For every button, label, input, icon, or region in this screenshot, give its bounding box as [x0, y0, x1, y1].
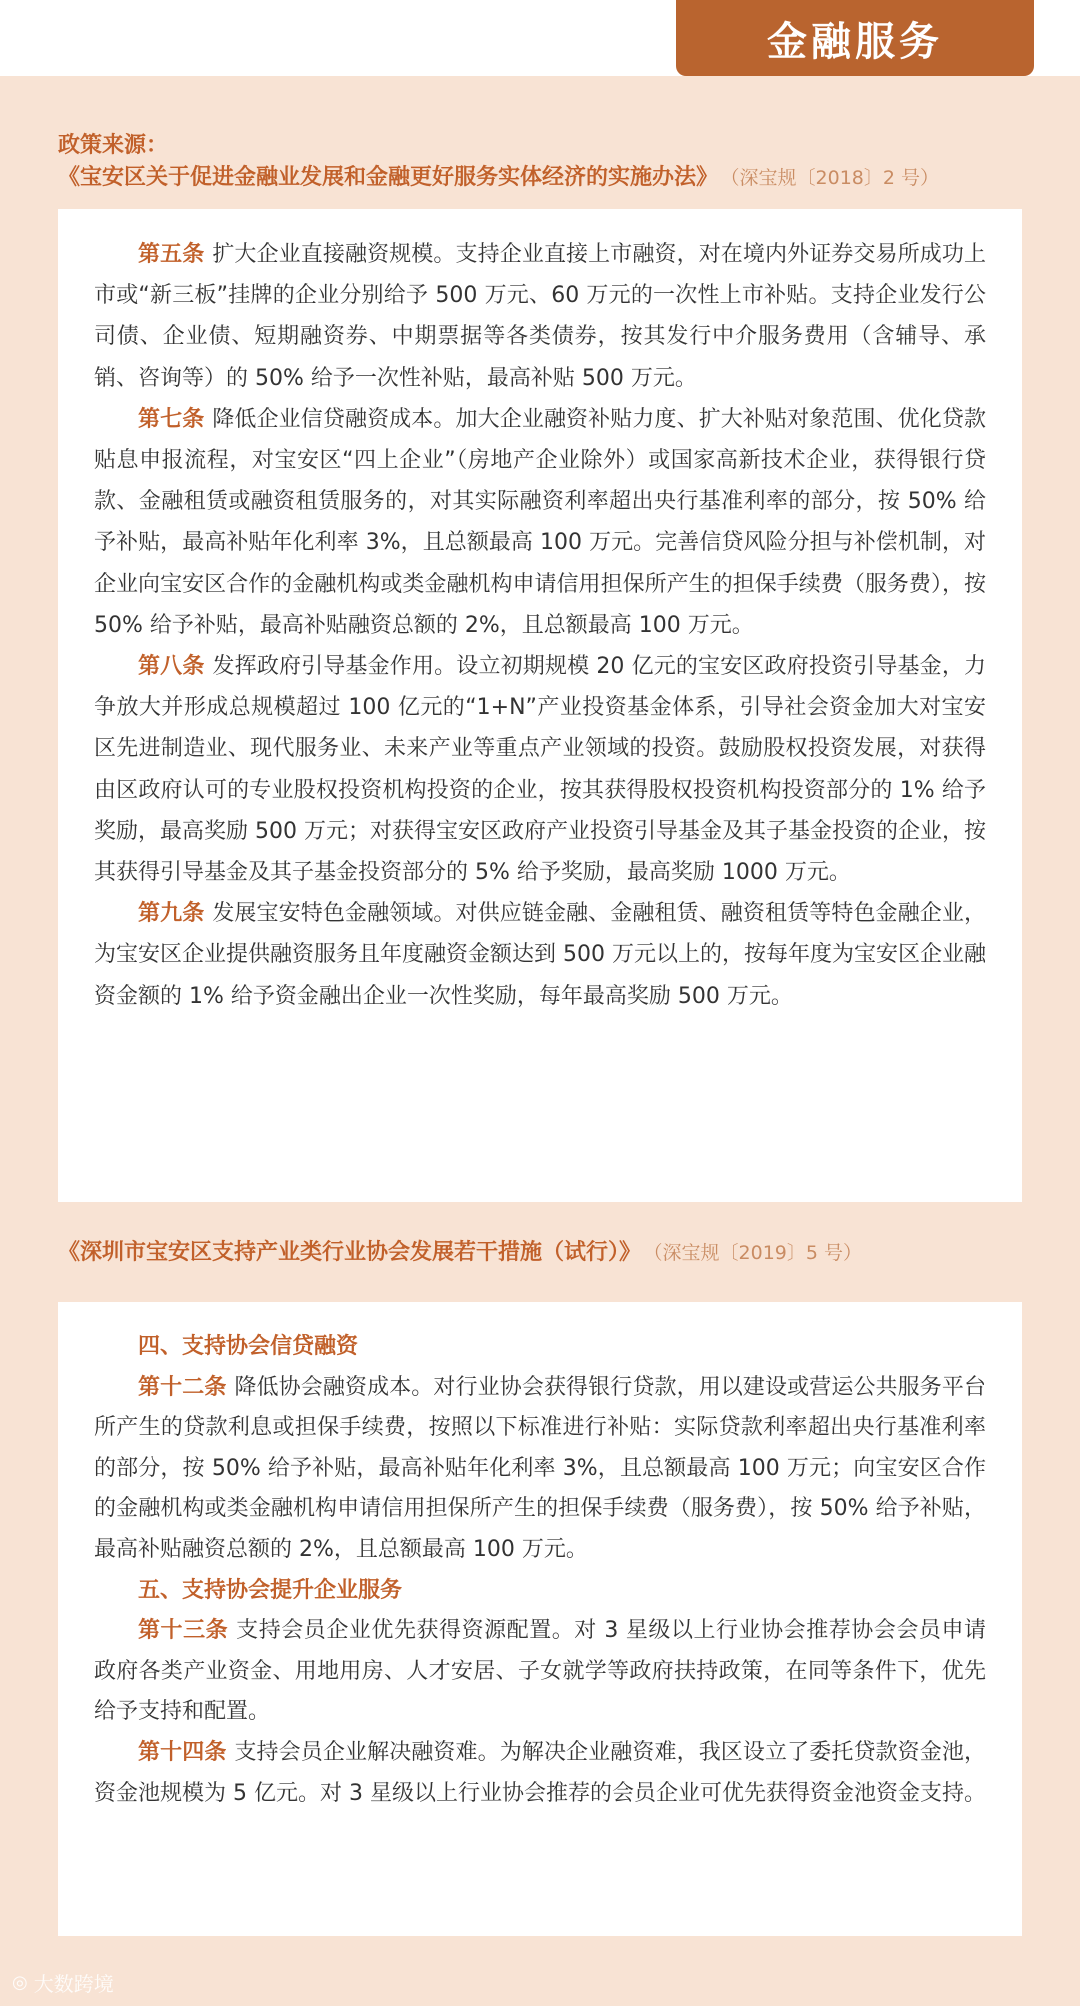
doc2-card	[58, 1302, 1022, 1936]
article-label: 第九条	[138, 901, 205, 927]
article-label: 第七条	[138, 406, 205, 432]
article-text: 支持会员企业解决融资难。为解决企业融资难，我区设立了委托贷款资金池，资金池规模为 5 亿元。对 3 星级以上行业协会推荐的会员企业可优先获得资金池资金支持。	[94, 1739, 986, 1806]
article-label: 第十三条	[138, 1618, 229, 1644]
policy-source-label: 政策来源：	[58, 133, 169, 158]
section-heading: 四、支持协会信贷融资	[138, 1334, 359, 1359]
article-label: 第五条	[138, 242, 205, 267]
article-label: 第八条	[138, 654, 205, 680]
kg-logo-icon: ◎	[12, 1972, 28, 1993]
article-paragraph	[94, 399, 986, 646]
article-text: 扩大企业直接融资规模。支持企业直接上市融资，对在境内外证券交易所成功上市或“新三板”挂牌的企业分别给予 500 万元、60 万元的一次性上市补贴。支持企业发行公司债、企业债、短期融资券、中期票据等各类债券，按其发行中介服务费用（含辅导、承销、咨询等）的 50% 给予一次性补贴，最高补贴 500 万元。	[94, 242, 986, 391]
section-tab-title: 金融服务	[676, 0, 1034, 76]
doc1-card	[58, 209, 1022, 1202]
watermark-text: 大数跨境	[33, 1972, 114, 1996]
article-paragraph	[94, 646, 986, 893]
doc1-title-row	[58, 160, 1058, 191]
doc1-title: 《宝安区关于促进金融业发展和金融更好服务实体经济的实施办法》	[58, 165, 719, 190]
article-text: 支持会员企业优先获得资源配置。对 3 星级以上行业协会推荐协会会员申请政府各类产业资金、用地用房、人才安居、子女就学等政府扶持政策，在同等条件下，优先给予支持和配置。	[94, 1618, 986, 1725]
article-paragraph	[94, 1611, 986, 1733]
article-text: 降低企业信贷融资成本。加大企业融资补贴力度、扩大补贴对象范围、优化贷款贴息申报流程，对宝安区“四上企业”（房地产企业除外）或国家高新技术企业，获得银行贷款、金融租赁或融资租赁服务的，对其实际融资利率超出央行基准利率的部分，按 50% 给予补贴，最高补贴年化利率 3%，且总额最高 100 万元。完善信贷风险分担与补偿机制，对企业向宝安区合作的金融机构或类金融机构申请信用担保所产生的担保手续费（服务费），按 50% 给予补贴，最高补贴融资总额的 2%，且总额最高 100 万元。	[94, 406, 986, 638]
article-paragraph	[94, 234, 986, 399]
doc2-number: （深宝规〔2019〕5 号）	[653, 1242, 862, 1264]
article-text: 发展宝安特色金融领域。对供应链金融、金融租赁、融资租赁等特色金融企业，为宝安区企业提供融资服务且年度融资金额达到 500 万元以上的，按每年度为宝安区企业融资金额的 1% 给予资金融出企业一次性奖励，每年最高奖励 500 万元。	[94, 901, 986, 1009]
doc2-title-row	[58, 1235, 1058, 1266]
article-paragraph	[94, 893, 986, 1017]
article-text: 发挥政府引导基金作用。设立初期规模 20 亿元的宝安区政府投资引导基金，力争放大并形成总规模超过 100 亿元的“1+N”产业投资基金体系，引导社会资金加大对宝安区先进制造业、现代服务业、未来产业等重点产业领域的投资。鼓励股权投资发展，对获得由区政府认可的专业股权投资机构投资的企业，按其获得股权投资机构投资部分的 1% 给予奖励，最高奖励 500 万元；对获得宝安区政府产业投资引导基金及其子基金投资的企业，按其获得引导基金及其子基金投资部分的 5% 给予奖励，最高奖励 1000 万元。	[94, 654, 986, 886]
section-heading: 五、支持协会提升企业服务	[138, 1577, 403, 1603]
doc2-title: 《深圳市宝安区支持产业类行业协会发展若干措施（试行）》	[58, 1240, 642, 1265]
watermark	[12, 1968, 114, 1997]
article-paragraph	[94, 1733, 986, 1814]
article-paragraph	[94, 1368, 986, 1571]
article-label: 第十四条	[138, 1739, 227, 1765]
doc1-number: （深宝规〔2018〕2 号）	[730, 167, 939, 189]
article-text: 降低协会融资成本。对行业协会获得银行贷款，用以建设或营运公共服务平台所产生的贷款利息或担保手续费，按照以下标准进行补贴：实际贷款利率超出央行基准利率的部分，按 50% 给予补贴，最高补贴年化利率 3%，且总额最高 100 万元；向宝安区合作的金融机构或类金融机构申请信用担保所产生的担保手续费（服务费），按 50% 给予补贴，最高补贴融资总额的 2%，且总额最高 100 万元。	[94, 1374, 986, 1562]
article-label: 第十二条	[138, 1374, 227, 1400]
